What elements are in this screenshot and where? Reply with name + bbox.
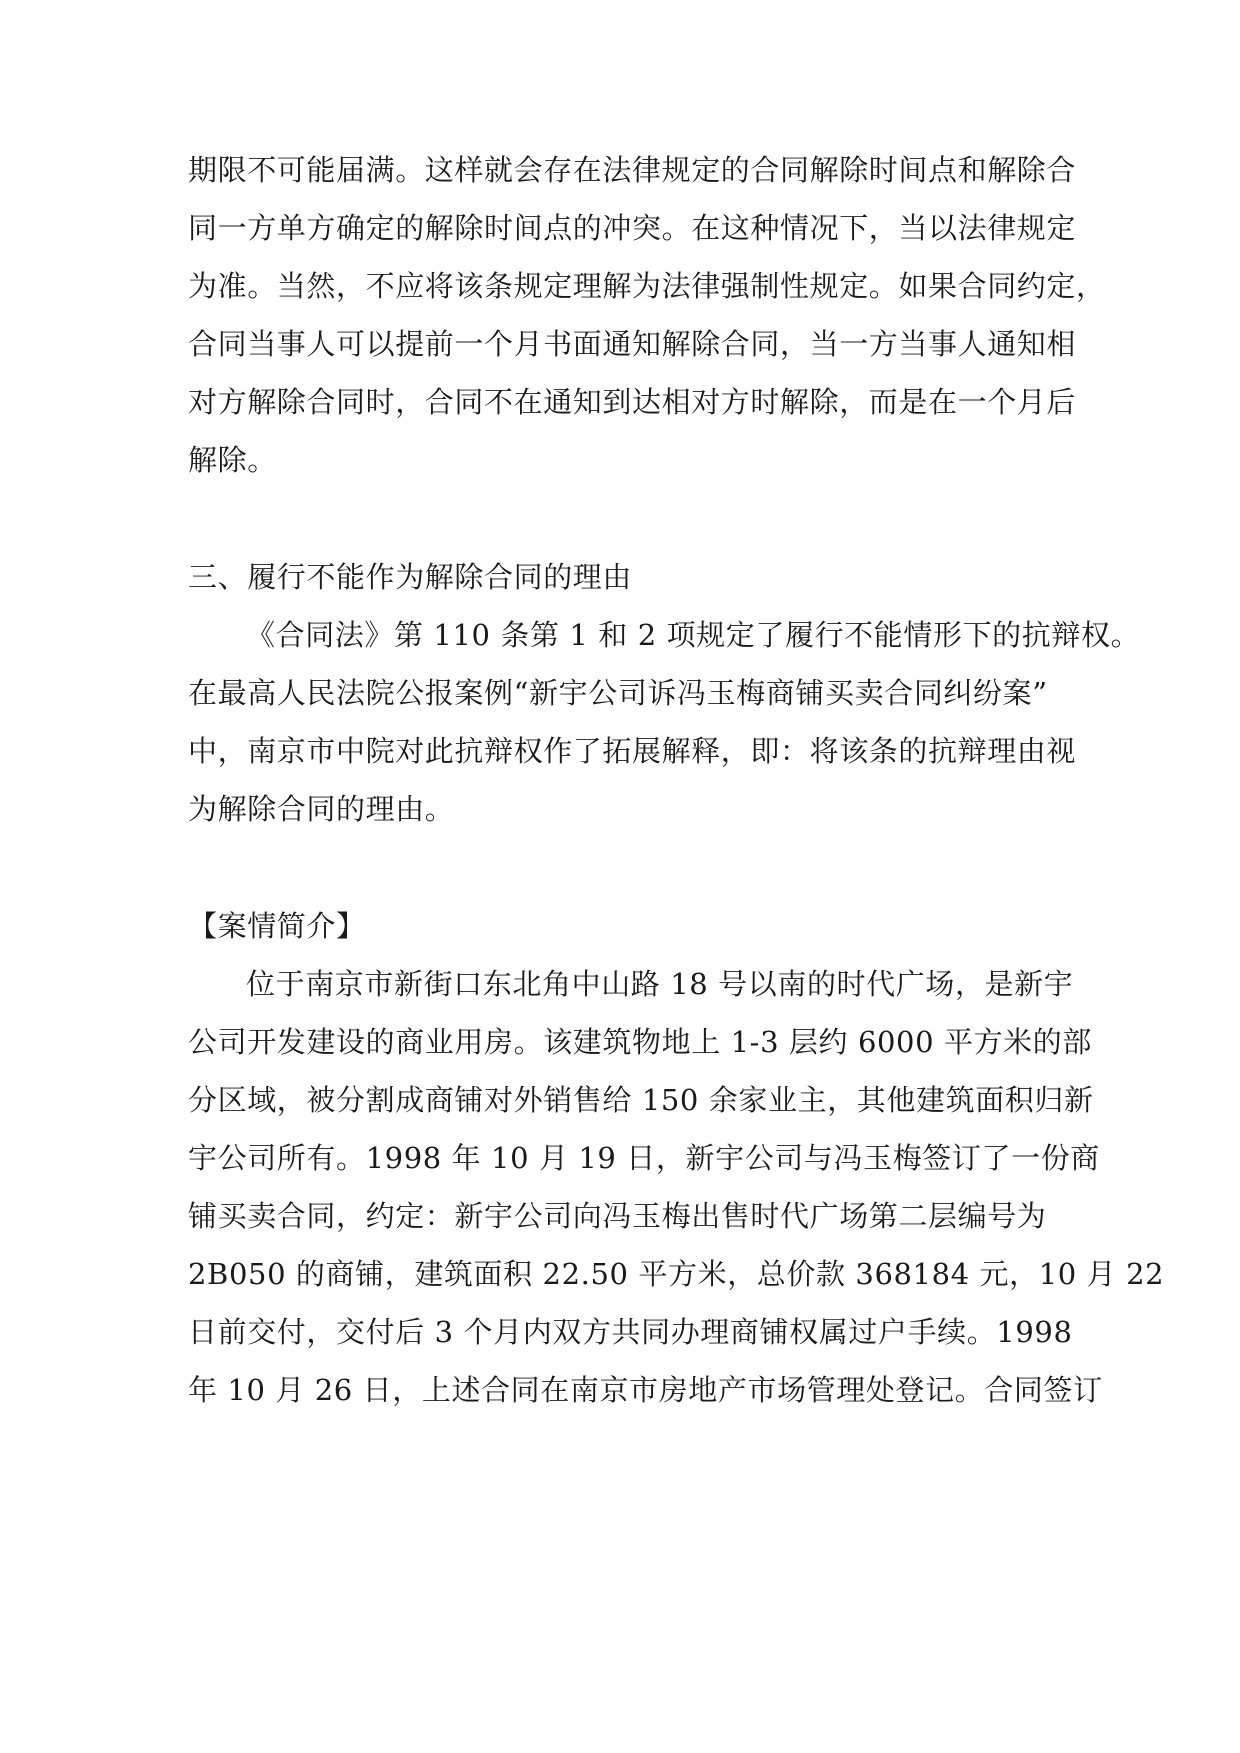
paragraph-3-line-5: 铺买卖合同，约定：新宇公司向冯玉梅出售时代广场第二层编号为 bbox=[188, 1199, 1047, 1233]
paragraph-2-line-2: 在最高人民法院公报案例“新宇公司诉冯玉梅商铺买卖合同纠纷案” bbox=[188, 676, 1048, 710]
section-heading: 三、履行不能作为解除合同的理由 bbox=[188, 560, 633, 594]
paragraph-1-line-1: 期限不可能届满。这样就会存在法律规定的合同解除时间点和解除合 bbox=[188, 153, 1077, 187]
paragraph-3-line-7: 日前交付，交付后 3 个月内双方共同办理商铺权属过户手续。1998 bbox=[188, 1315, 1073, 1349]
paragraph-3-line-1: 位于南京市新街口东北角中山路 18 号以南的时代广场，是新宇 bbox=[246, 967, 1074, 1001]
paragraph-3-line-8: 年 10 月 26 日，上述合同在南京市房地产市场管理处登记。合同签订 bbox=[188, 1373, 1103, 1407]
paragraph-2-line-1: 《合同法》第 110 条第 1 和 2 项规定了履行不能情形下的抗辩权。 bbox=[246, 618, 1141, 652]
paragraph-1-line-4: 合同当事人可以提前一个月书面通知解除合同，当一方当事人通知相 bbox=[188, 327, 1077, 361]
paragraph-3-line-6: 2B050 的商铺，建筑面积 22.50 平方米，总价款 368184 元，10 月 22 bbox=[188, 1257, 1165, 1291]
paragraph-3-line-3: 分区域，被分割成商铺对外销售给 150 余家业主，其他建筑面积归新 bbox=[188, 1083, 1094, 1117]
paragraph-1-line-6: 解除。 bbox=[188, 443, 277, 477]
paragraph-3-line-4: 宇公司所有。1998 年 10 月 19 日，新宇公司与冯玉梅签订了一份商 bbox=[188, 1141, 1100, 1175]
paragraph-2-line-3: 中，南京市中院对此抗辩权作了拓展解释，即：将该条的抗辩理由视 bbox=[188, 734, 1077, 768]
paragraph-1-line-2: 同一方单方确定的解除时间点的冲突。在这种情况下，当以法律规定 bbox=[188, 211, 1077, 245]
paragraph-2-line-4: 为解除合同的理由。 bbox=[188, 792, 455, 826]
case-heading: 【案情简介】 bbox=[188, 909, 366, 943]
paragraph-3-line-2: 公司开发建设的商业用房。该建筑物地上 1-3 层约 6000 平方米的部 bbox=[188, 1025, 1092, 1059]
paragraph-1-line-3: 为准。当然，不应将该条规定理解为法律强制性规定。如果合同约定， bbox=[188, 269, 1106, 303]
paragraph-1-line-5: 对方解除合同时，合同不在通知到达相对方时解除，而是在一个月后 bbox=[188, 385, 1077, 419]
